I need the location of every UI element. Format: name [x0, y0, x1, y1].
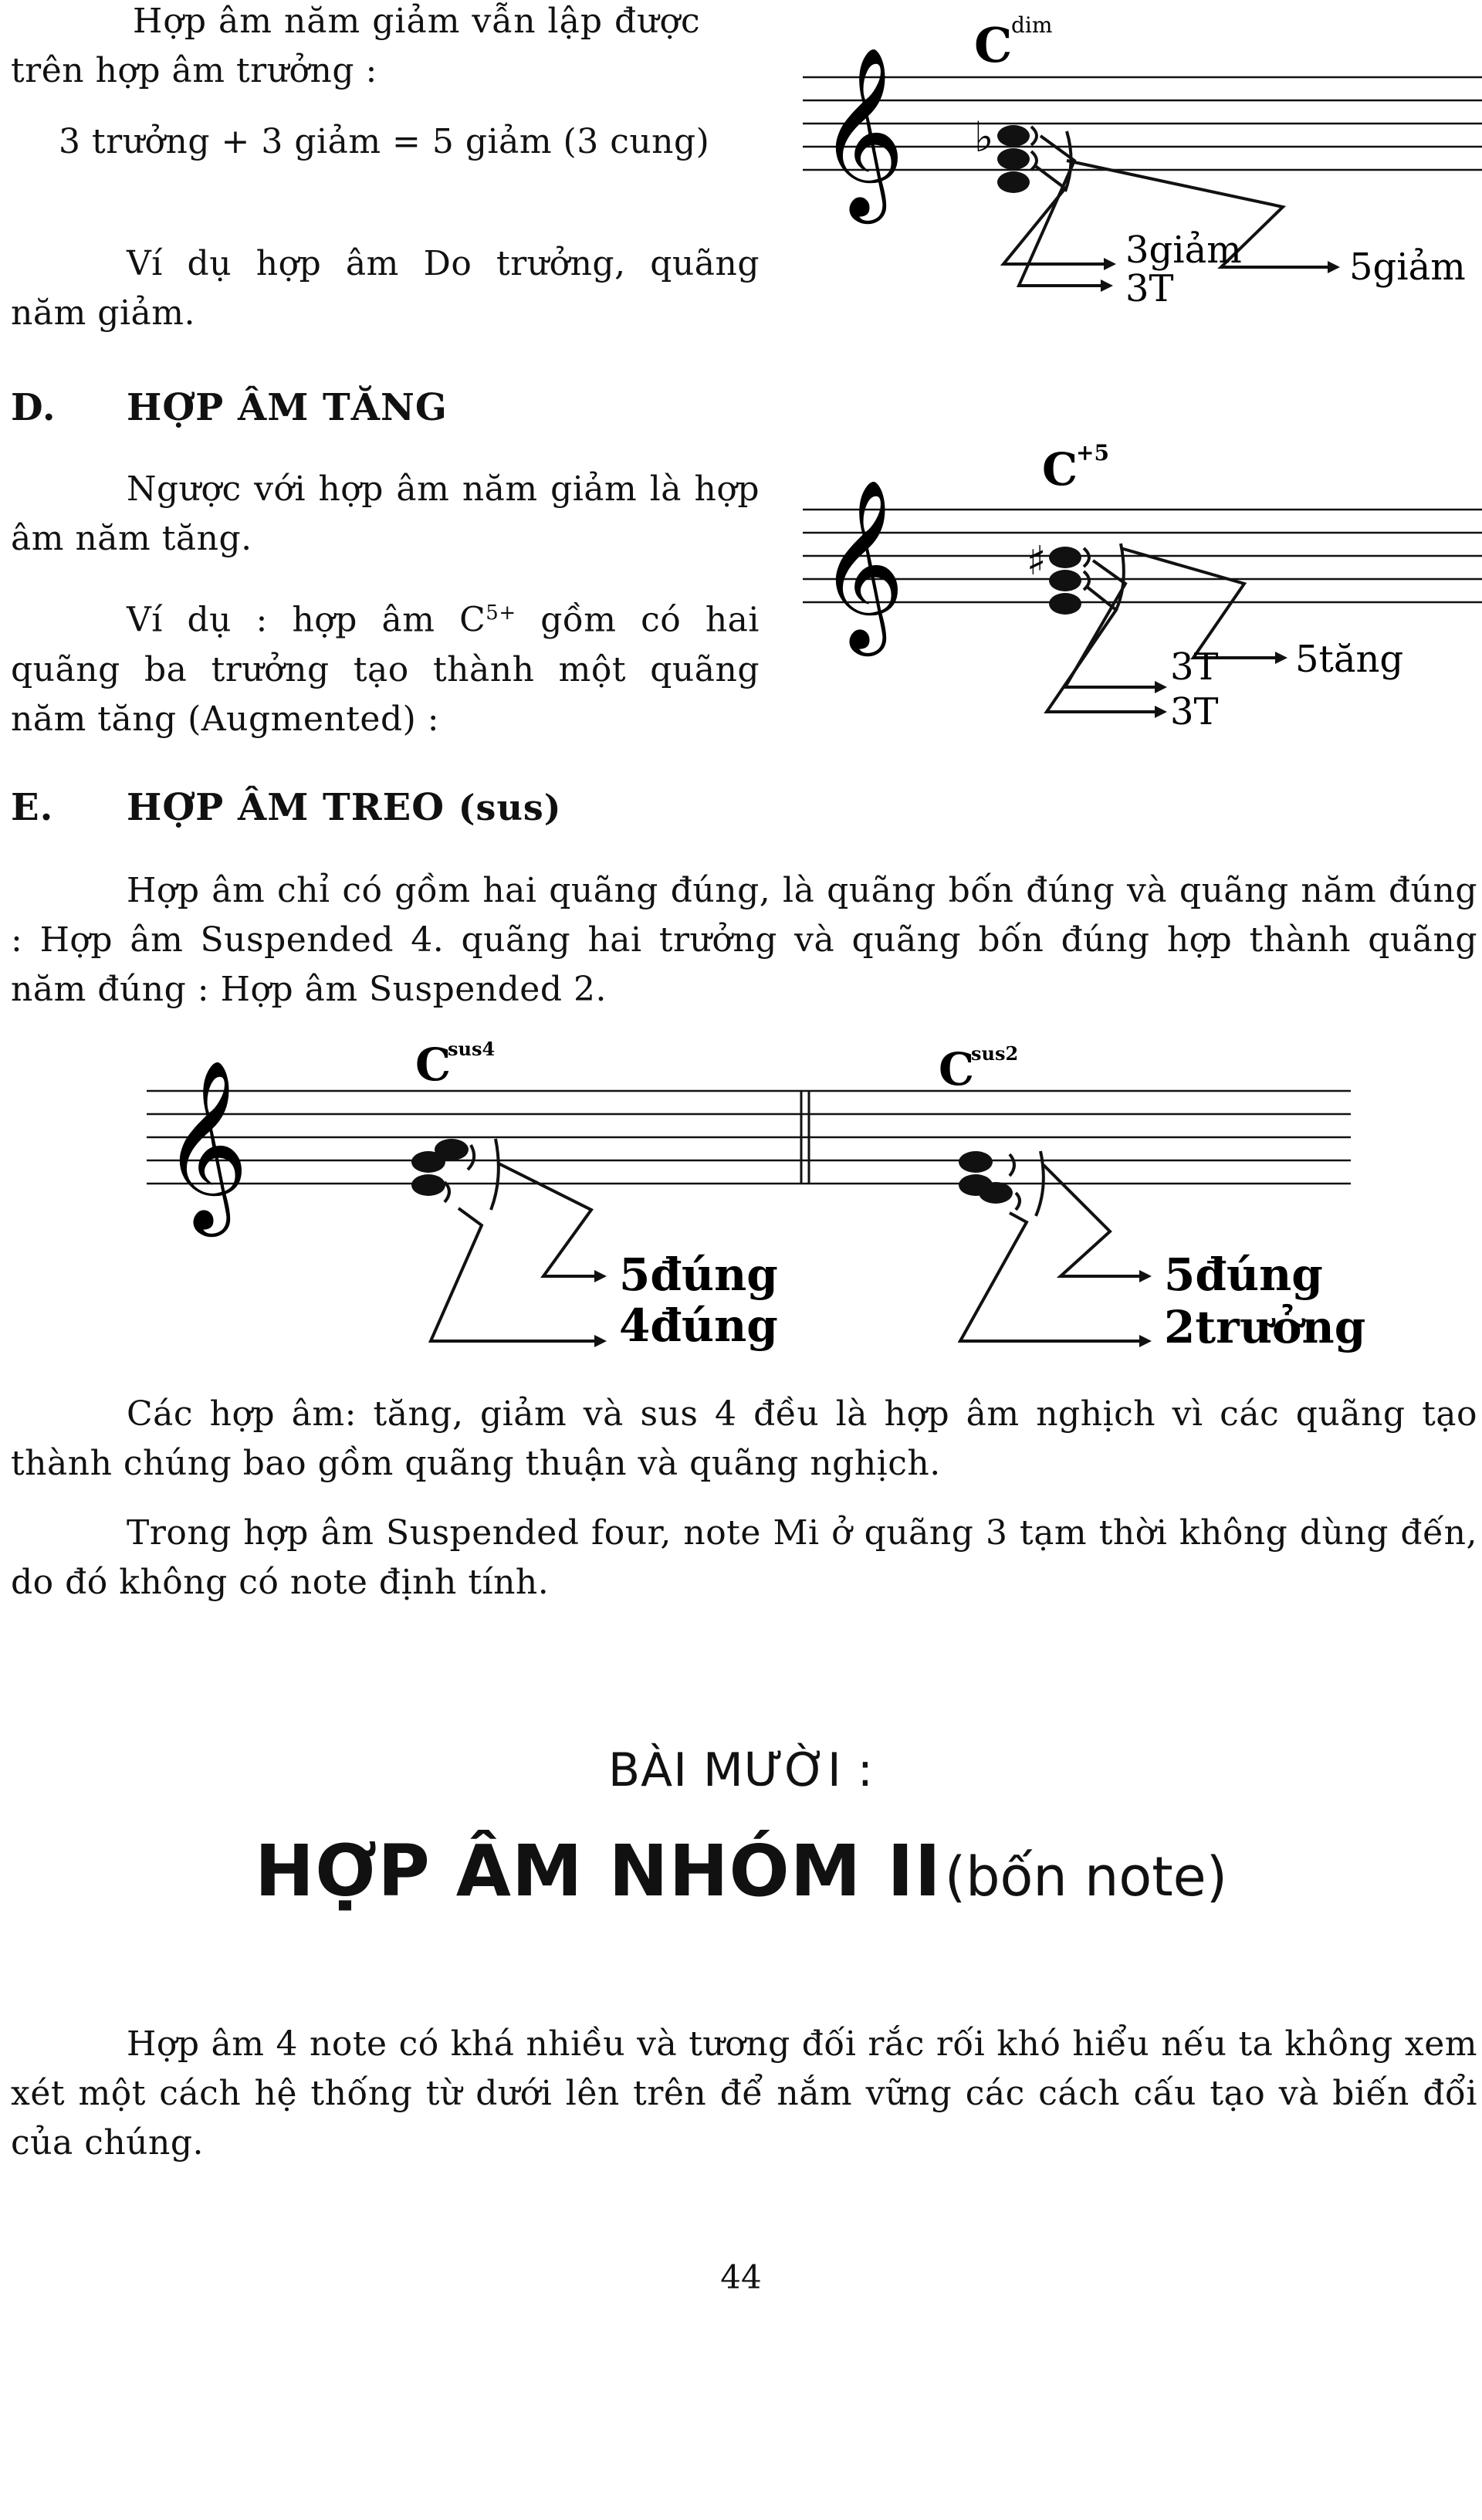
intro-example: Ví dụ hợp âm Do trưởng, quãng năm giảm. — [11, 244, 760, 333]
interval-label-total: 5giảm — [1349, 246, 1466, 289]
interval-label-3dim: 3giảm — [1125, 229, 1242, 272]
sharp-icon: ♯ — [1027, 538, 1047, 584]
interval-label-total: 5tăng — [1295, 638, 1404, 681]
sus2-label-2major: 2trưởng — [1164, 1301, 1366, 1353]
treble-clef-icon: 𝄞 — [818, 478, 905, 649]
dim-chord-figure — [795, 0, 1482, 324]
chord-superscript-sus2: sus2 — [971, 1042, 1019, 1065]
notes-paragraph-1: Các hợp âm: tăng, giảm và sus 4 đều là hợp âm nghịch vì các quãng tạo thành chúng bao gồm quãng thuận và quãng nghịch. — [11, 1394, 1477, 1483]
chord-name-sus4: C — [415, 1038, 452, 1091]
treble-clef-icon: 𝄞 — [162, 1058, 249, 1229]
flat-icon: ♭ — [974, 113, 994, 161]
chapter-title — [0, 1830, 1482, 1912]
chapter-title-sub: (bốn note) — [944, 1845, 1228, 1909]
interval-label-3major-top: 3T — [1170, 645, 1219, 689]
interval-label-3major-bottom: 3T — [1170, 690, 1219, 733]
section-d-heading: D. HỢP ÂM TĂNG — [11, 386, 448, 429]
interval-label-3major: 3T — [1125, 267, 1174, 310]
chord-superscript-sus4: sus4 — [448, 1038, 496, 1060]
chord-superscript: dim — [1011, 12, 1053, 38]
chapter-label: BÀI MƯỜI : — [608, 1743, 874, 1797]
chord-name: C — [974, 17, 1013, 73]
chapter-title-main: HỢP ÂM NHÓM II — [254, 1830, 942, 1912]
chord-notes — [997, 125, 1030, 193]
aug-chord-figure — [795, 432, 1482, 757]
treble-clef-icon: 𝄞 — [818, 46, 905, 216]
section-d-paragraph-1: Ngược với hợp âm năm giảm là hợp âm năm tăng. — [11, 469, 760, 558]
chord-superscript: +5 — [1076, 440, 1109, 466]
arrow-heads — [594, 1270, 607, 1347]
staff-lines — [147, 1091, 1351, 1184]
section-e-paragraph: Hợp âm chỉ có gồm hai quãng đúng, là quãng bốn đúng và quãng năm đúng : Hợp âm Suspended 4. quãng hai trưởng và quãng bốn đúng hợp thành quãng năm đúng : Hợp âm Suspended 2. — [11, 871, 1477, 1009]
chord-name-sus2: C — [939, 1043, 975, 1096]
intro-formula: 3 trưởng + 3 giảm = 5 giảm (3 cung) — [59, 122, 710, 161]
intro-line-2: trên hợp âm trưởng : — [11, 51, 377, 90]
sus4-brackets — [431, 1139, 594, 1341]
notes-paragraph-2: Trong hợp âm Suspended four, note Mi ở quãng 3 tạm thời không dùng đến, do đó không có note định tính. — [11, 1513, 1477, 1602]
chapter-paragraph: Hợp âm 4 note có khá nhiều và tương đối rắc rối khó hiểu nếu ta không xem xét một cách hệ thống từ dưới lên trên để nắm vững các cách cấu tạo và biến đổi của chúng. — [11, 2024, 1477, 2163]
intro-line-1: Hợp âm năm giảm vẫn lập được — [133, 2, 701, 41]
sus2-label-5perfect: 5đúng — [1164, 1248, 1323, 1301]
sus4-notes — [411, 1139, 469, 1196]
chord-notes — [1049, 547, 1081, 615]
sus4-label-4perfect: 4đúng — [619, 1299, 778, 1352]
section-d-paragraph-2: Ví dụ : hợp âm $C^{5+}$ gồm có hai quãng ba trưởng tạo thành một quãng năm tăng (Augmented) : — [11, 600, 760, 739]
sus4-label-5perfect: 5đúng — [619, 1248, 778, 1301]
page-number: 44 — [720, 2258, 762, 2296]
section-e-heading: E. HỢP ÂM TREO (sus) — [11, 786, 562, 829]
sus-chords-figure — [139, 1031, 1374, 1370]
sus2-notes — [959, 1151, 1013, 1204]
chord-name: C — [1042, 443, 1078, 496]
arrow-heads — [1139, 1270, 1152, 1347]
